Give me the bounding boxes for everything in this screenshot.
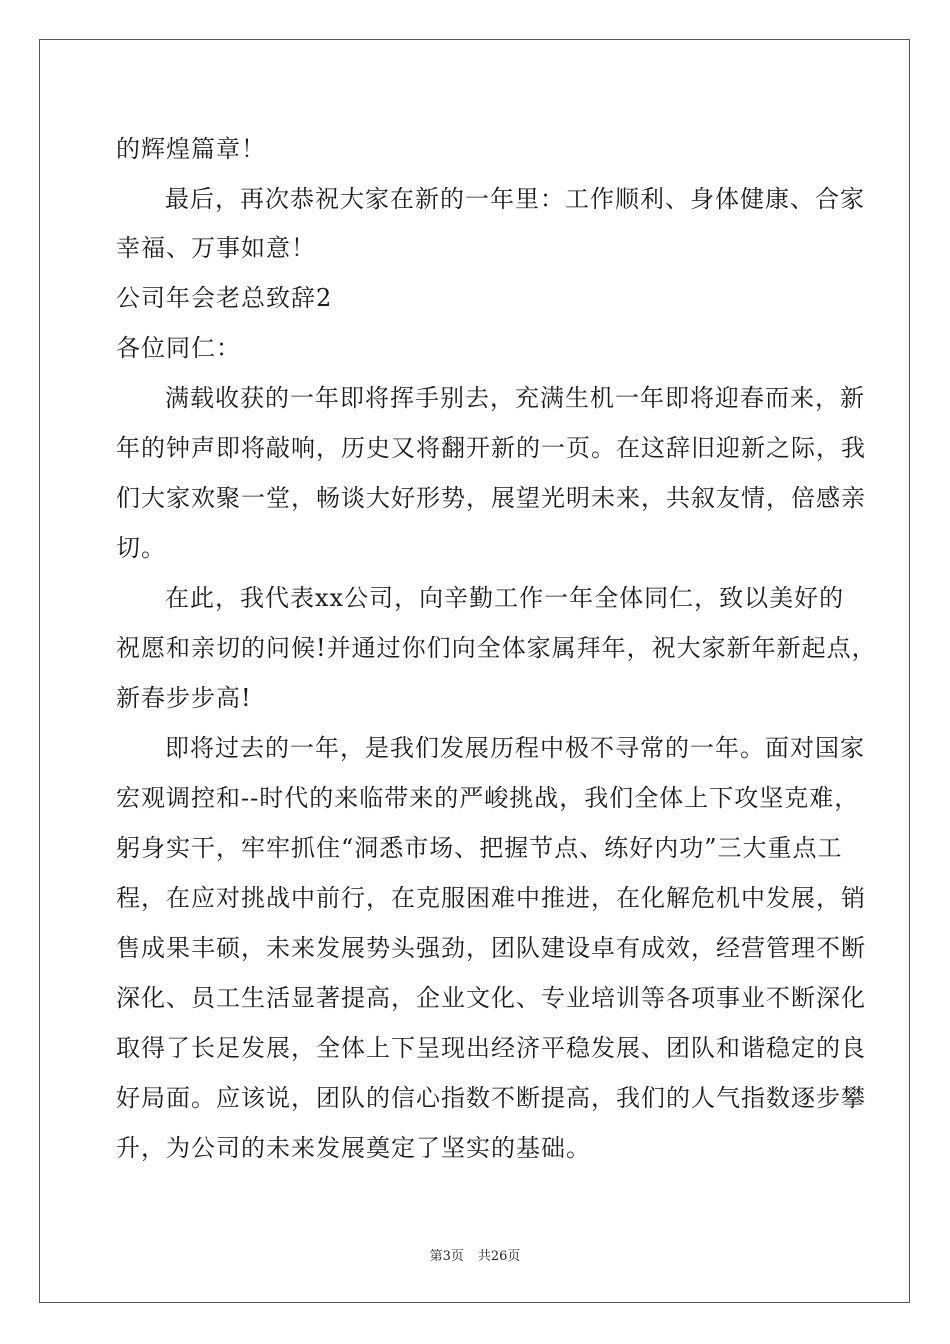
text-line: 售成果丰硕，未来发展势头强劲，团队建设卓有成效，经营管理不断	[116, 934, 866, 962]
text-line: 满载收获的一年即将挥手别去，充满生机一年即将迎春而来，新	[165, 384, 865, 412]
salutation: 各位同仁：	[116, 334, 241, 362]
text-line: 躬身实干，牢牢抓住“洞悉市场、把握节点、练好内功”三大重点工	[116, 834, 843, 862]
text-line: 即将过去的一年，是我们发展历程中极不寻常的一年。面对国家	[165, 734, 865, 762]
text-line: 最后，再次恭祝大家在新的一年里：工作顺利、身体健康、合家	[165, 185, 865, 213]
text-line: 们大家欢聚一堂，畅谈大好形势，展望光明未来，共叙友情，倍感亲	[116, 484, 866, 512]
text-line: 幸福、万事如意！	[116, 234, 316, 262]
section-heading: 公司年会老总致辞2	[116, 284, 333, 312]
text-line: 宏观调控和--时代的来临带来的严峻挑战，我们全体上下攻坚克难，	[116, 784, 860, 812]
text-line: 取得了长足发展，全体上下呈现出经济平稳发展、团队和谐稳定的良	[116, 1034, 866, 1062]
text-line: 年的钟声即将敲响，历史又将翻开新的一页。在这辞旧迎新之际，我	[116, 434, 866, 462]
text-line: 的辉煌篇章！	[116, 135, 266, 163]
text-line: 升，为公司的未来发展奠定了坚实的基础。	[116, 1134, 591, 1162]
text-line: 切。	[116, 534, 166, 562]
page-total: 共26页	[477, 1249, 521, 1264]
page-number: 第3页	[429, 1249, 464, 1264]
text-line: 好局面。应该说，团队的信心指数不断提高，我们的人气指数逐步攀	[116, 1084, 866, 1112]
text-line: 新春步步高!	[116, 684, 252, 712]
text-line: 深化、员工生活显著提高，企业文化、专业培训等各项事业不断深化	[116, 984, 866, 1012]
text-line: 程，在应对挑战中前行，在克服困难中推进，在化解危机中发展，销	[116, 884, 866, 912]
page-footer	[0, 1249, 950, 1265]
text-line: 祝愿和亲切的问候!并通过你们向全体家属拜年，祝大家新年新起点，	[116, 634, 877, 662]
text-line: 在此，我代表xx公司，向辛勤工作一年全体同仁，致以美好的	[165, 584, 845, 612]
page-border	[39, 39, 910, 1303]
